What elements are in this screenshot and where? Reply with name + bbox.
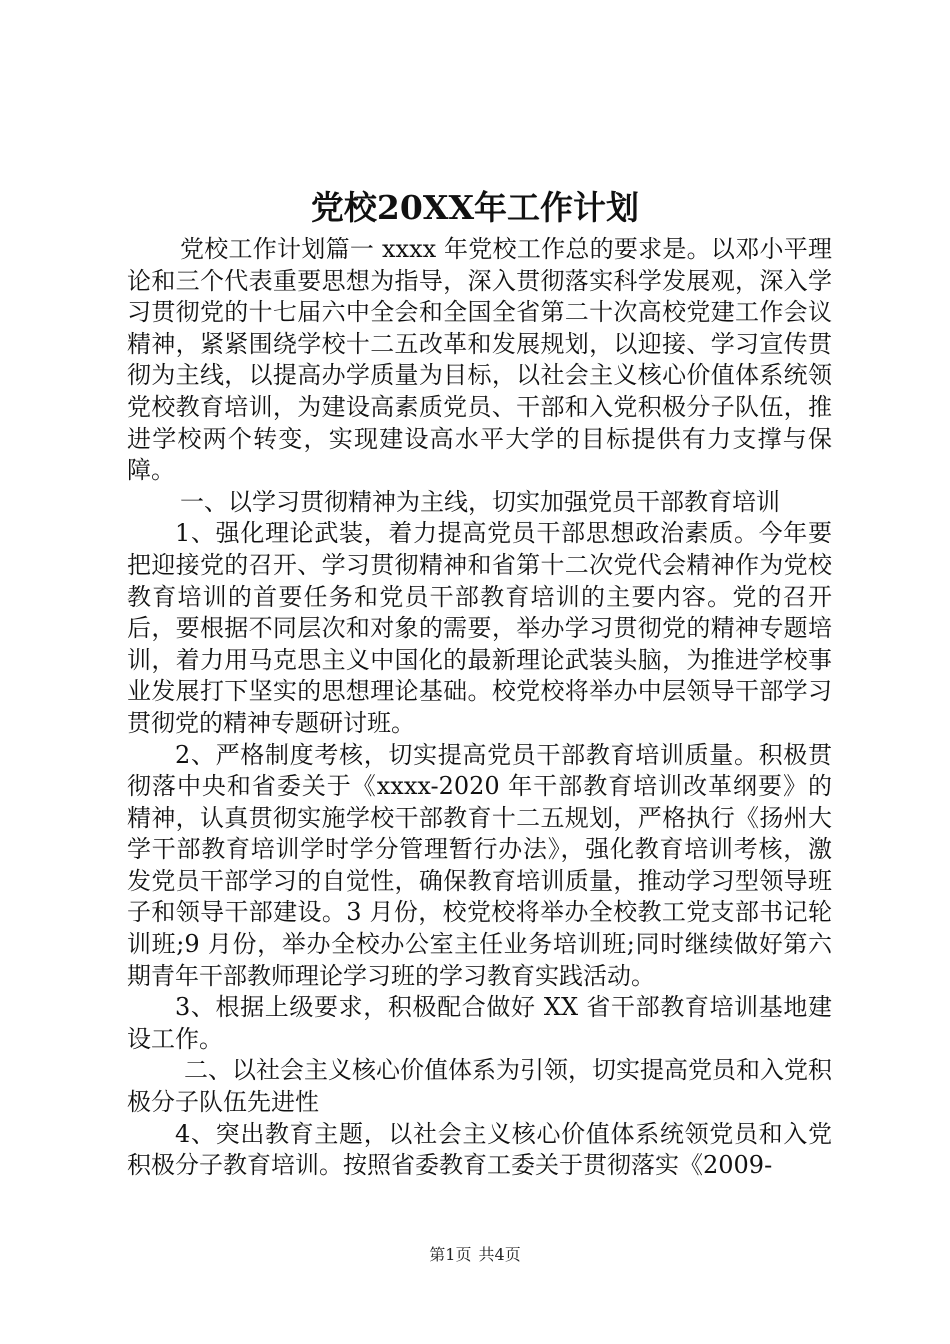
paragraph-item-1: 1、强化理论武装，着力提高党员干部思想政治素质。今年要把迎接党的召开、学习贯彻精神和省第十二次党代会精神作为党校教育培训的首要任务和党员干部教育培训的主要内容。党的召开后，要根据不同层次和对象的需要，举办学习贯彻党的精神专题培训，着力用马克思主义中国化的最新理论武装头脑，为推进学校事业发展打下坚实的思想理论基础。校党校将举办中层领导干部学习贯彻党的精神专题研讨班。 (127, 519, 832, 737)
document-title: 党校20XX年工作计划 (310, 188, 640, 227)
paragraph-item-4: 4、突出教育主题，以社会主义核心价值体系统领党员和入党积极分子教育培训。按照省委教育工委关于贯彻落实《2009- (127, 1119, 832, 1180)
page-footer (0, 1245, 950, 1265)
paragraph-intro: 党校工作计划篇一 xxxx 年党校工作总的要求是。以邓小平理论和三个代表重要思想为指导，深入贯彻落实科学发展观，深入学习贯彻党的十七届六中全会和全国全省第二十次高校党建工作会议精神，紧紧围绕学校十二五改革和发展规划，以迎接、学习宣传贯彻为主线，以提高办学质量为目标，以社会主义核心价值体系统领党校教育培训，为建设高素质党员、干部和入党积极分子队伍，推进学校两个转变，实现建设高水平大学的目标提供有力支撑与保障。 (127, 235, 832, 485)
section-heading-1: 一、以学习贯彻精神为主线，切实加强党员干部教育培训 (180, 487, 780, 516)
document-body (127, 234, 832, 1182)
paragraph-item-2: 2、严格制度考核，切实提高党员干部教育培训质量。积极贯彻落中央和省委关于《xxxx-2020 年干部教育培训改革纲要》的精神，认真贯彻实施学校干部教育十二五规划，严格执行《扬州大学干部教育培训学时学分管理暂行办法》，强化教育培训考核，激发党员干部学习的自觉性，确保教育培训质量，推动学习型领导班子和领导干部建设。3 月份，校党校将举办全校教工党支部书记轮训班;9 月份，举办全校办公室主任业务培训班;同时继续做好第六期青年干部教师理论学习班的学习教育实践活动。 (127, 740, 832, 990)
page-total: 共4页 (478, 1245, 521, 1264)
page-number: 第1页 (429, 1245, 472, 1264)
section-heading-2: 二、以社会主义核心价值体系为引领，切实提高党员和入党积极分子队伍先进性 (127, 1056, 832, 1117)
paragraph-item-3: 3、根据上级要求，积极配合做好 XX 省干部教育培训基地建设工作。 (127, 993, 832, 1053)
